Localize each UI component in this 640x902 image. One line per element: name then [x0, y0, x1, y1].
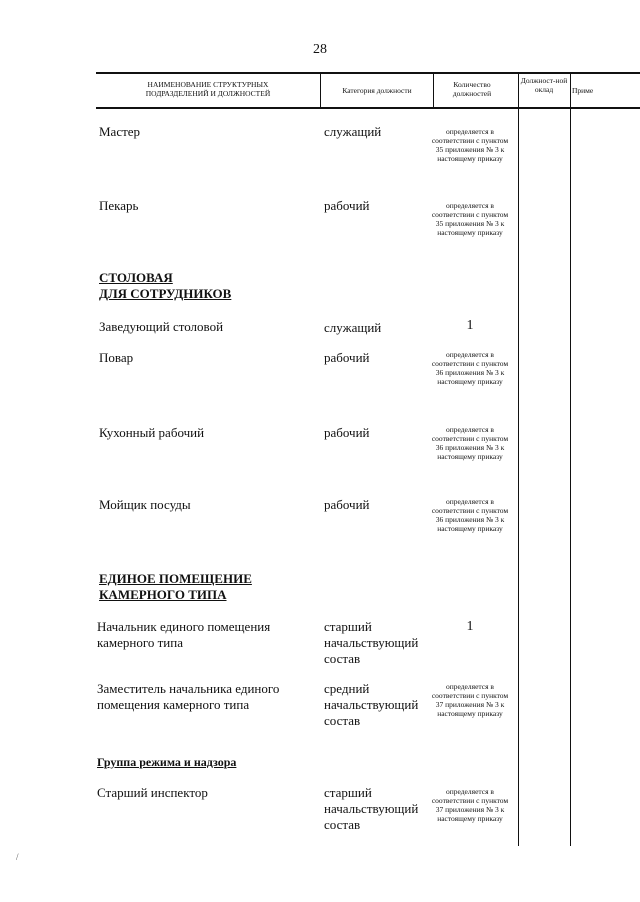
- header-category: Категория должности: [342, 86, 412, 95]
- column-divider: [570, 74, 571, 107]
- header-note: Приме: [572, 86, 594, 95]
- section-heading: [99, 571, 252, 603]
- column-line-salary-left: [518, 109, 519, 846]
- position-quantity: определяется в соответствии с пунктом 35 приложения № 3 к настоящему приказу: [431, 127, 509, 163]
- header-name: НАИМЕНОВАНИЕ СТРУКТУРНЫХ ПОДРАЗДЕЛЕНИЙ И ДОЛЖНОСТЕЙ: [145, 80, 271, 98]
- header-salary: Должност-ной оклад: [520, 76, 568, 94]
- position-category: служащий: [324, 124, 382, 139]
- position-name: Повар: [99, 350, 134, 365]
- position-quantity: определяется в соответствии с пунктом 36 приложения № 3 к настоящему приказу: [431, 425, 509, 461]
- position-quantity: определяется в соответствии с пунктом 35 приложения № 3 к настоящему приказу: [431, 201, 509, 237]
- section-heading-line: ДЛЯ СОТРУДНИКОВ: [99, 286, 232, 301]
- column-divider: [320, 74, 321, 107]
- position-name: Кухонный рабочий: [99, 425, 205, 440]
- position-category: рабочий: [324, 198, 370, 213]
- header-quantity: Количество должностей: [452, 80, 492, 98]
- position-name: Старший инспектор: [97, 785, 208, 800]
- position-quantity: определяется в соответствии с пунктом 37 приложения № 3 к настоящему приказу: [431, 787, 509, 823]
- header-top-rule: [96, 72, 640, 74]
- position-quantity: определяется в соответствии с пунктом 36 приложения № 3 к настоящему приказу: [431, 497, 509, 533]
- position-name: Заместитель начальника единого помещения камерного типа: [97, 681, 280, 712]
- position-name: Начальник единого помещения камерного типа: [97, 619, 271, 650]
- position-name: Мойщик посуды: [99, 497, 191, 512]
- position-name: Заведующий столовой: [99, 319, 224, 334]
- position-category: рабочий: [324, 425, 370, 440]
- position-name: Пекарь: [99, 198, 139, 213]
- section-heading-line: КАМЕРНОГО ТИПА: [99, 587, 227, 602]
- position-category: средний начальствующий состав: [324, 681, 419, 728]
- position-quantity: определяется в соответствии с пунктом 37 приложения № 3 к настоящему приказу: [431, 682, 509, 718]
- column-divider: [433, 74, 434, 107]
- page-number: 28: [313, 42, 327, 57]
- subsection-heading: Группа режима и надзора: [97, 755, 237, 769]
- margin-mark: /: [16, 852, 19, 862]
- position-quantity: определяется в соответствии с пунктом 36 приложения № 3 к настоящему приказу: [431, 350, 509, 386]
- section-heading: [99, 270, 231, 302]
- header-bottom-rule: [96, 107, 640, 109]
- column-line-salary-right: [570, 109, 571, 846]
- position-quantity: 1: [466, 619, 474, 634]
- section-heading-line: СТОЛОВАЯ: [99, 270, 173, 285]
- position-category: рабочий: [324, 497, 370, 512]
- position-name: Мастер: [99, 124, 141, 139]
- section-heading-line: ЕДИНОЕ ПОМЕЩЕНИЕ: [99, 571, 252, 586]
- position-quantity: 1: [466, 318, 474, 333]
- position-category: служащий: [324, 320, 382, 335]
- position-category: старший начальствующий состав: [324, 619, 419, 666]
- position-category: рабочий: [324, 350, 370, 365]
- position-category: старший начальствующий состав: [324, 785, 419, 832]
